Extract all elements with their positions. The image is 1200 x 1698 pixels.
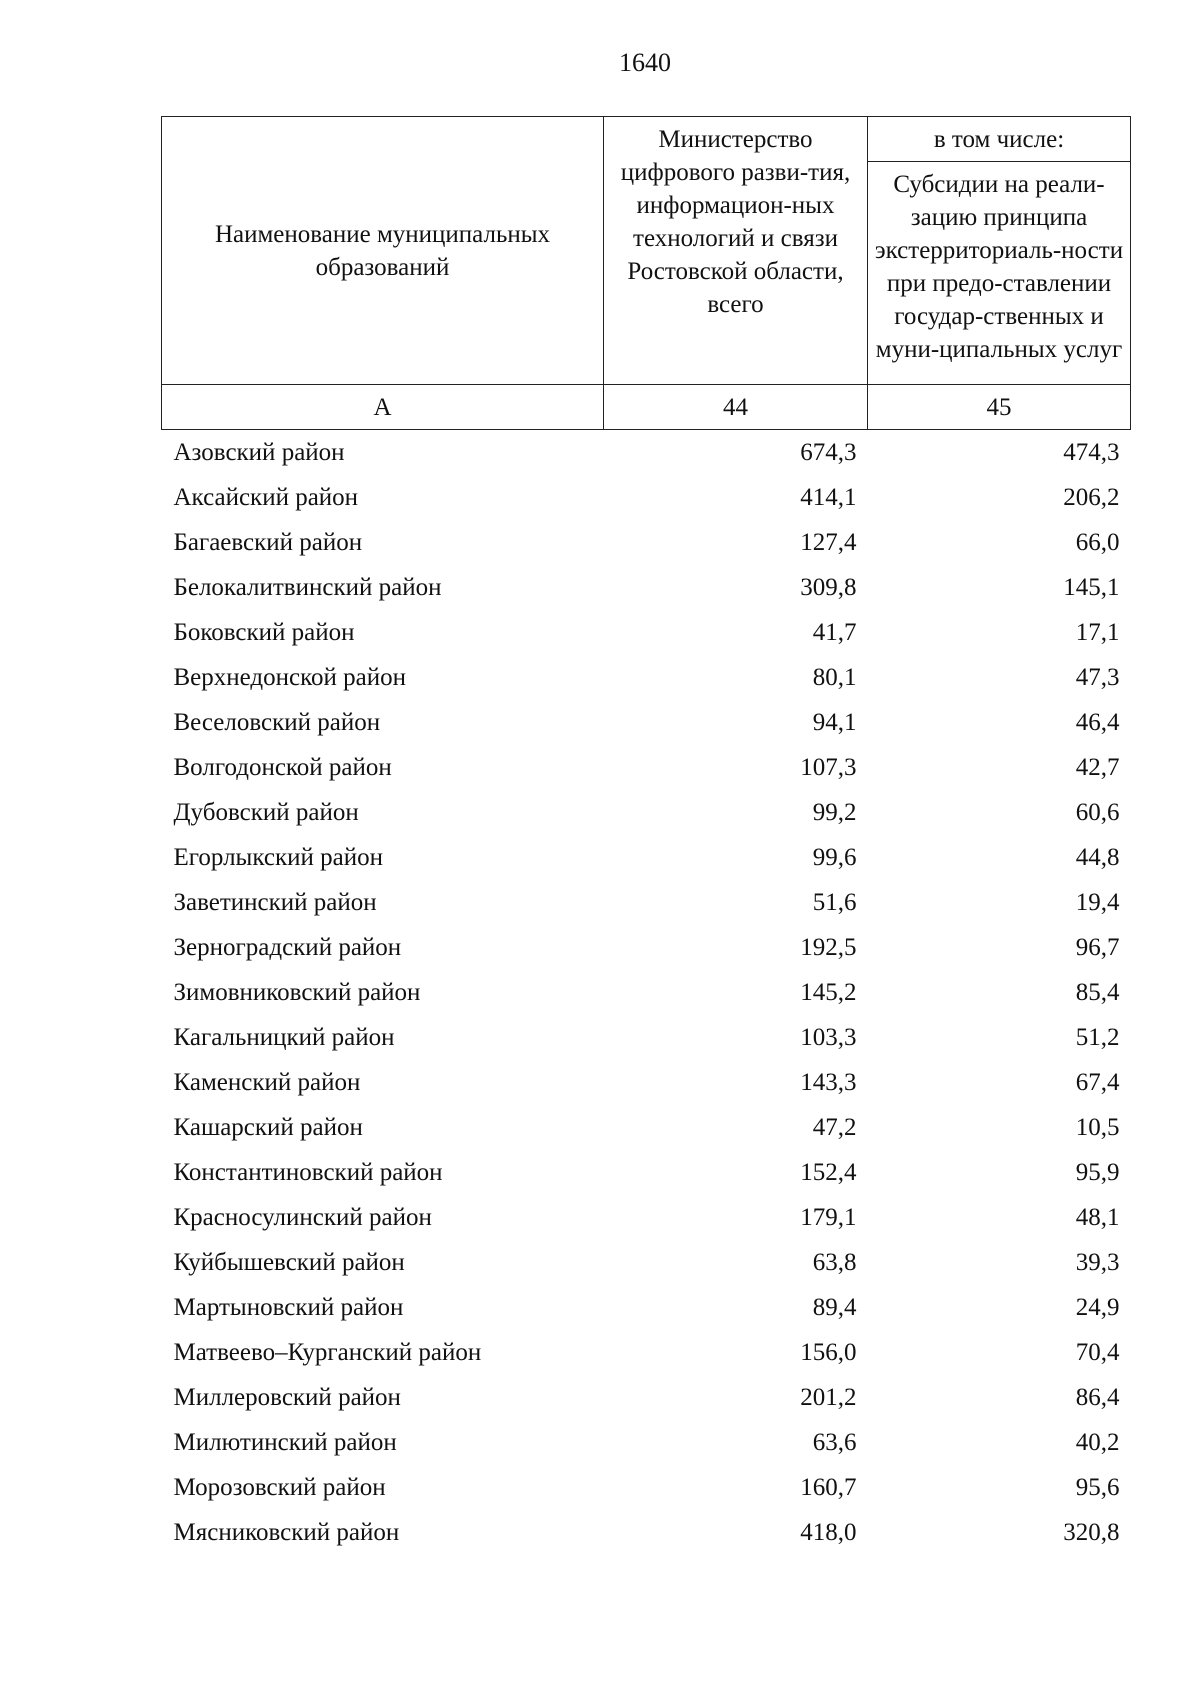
ministry-total-cell: 156,0	[800, 1339, 857, 1366]
ministry-total-cell: 145,2	[800, 979, 857, 1006]
table-row	[162, 1285, 1131, 1330]
column-index-44: 44	[604, 385, 868, 430]
subsidy-cell: 17,1	[1075, 619, 1120, 646]
municipality-name-cell: Аксайский район	[173, 484, 359, 511]
ministry-total-cell: 201,2	[800, 1384, 857, 1411]
ministry-total-cell: 94,1	[812, 709, 857, 736]
subsidy-cell: 320,8	[1063, 1519, 1120, 1546]
table-row	[162, 745, 1131, 790]
table-row	[162, 835, 1131, 880]
table-row	[162, 1240, 1131, 1285]
subsidy-cell: 47,3	[1075, 664, 1120, 691]
subsidy-cell: 60,6	[1075, 799, 1120, 826]
table-row	[162, 1330, 1131, 1375]
table-body	[162, 430, 1131, 1556]
ministry-total-cell: 99,2	[812, 799, 857, 826]
subsidy-cell: 40,2	[1075, 1429, 1120, 1456]
table-row	[162, 1510, 1131, 1555]
ministry-total-cell: 103,3	[800, 1024, 857, 1051]
municipality-name-cell: Константиновский район	[173, 1159, 443, 1186]
subsidy-cell: 96,7	[1075, 934, 1120, 961]
municipality-name-cell: Веселовский район	[173, 709, 381, 736]
subsidy-cell: 51,2	[1075, 1024, 1120, 1051]
table-row	[162, 1195, 1131, 1240]
ministry-total-cell: 47,2	[812, 1114, 857, 1141]
municipality-name-cell: Зимовниковский район	[173, 979, 421, 1006]
table-row	[162, 925, 1131, 970]
subsidy-cell: 19,4	[1075, 889, 1120, 916]
subsidy-cell: 46,4	[1075, 709, 1120, 736]
header-including-group: в том числе:	[868, 117, 1131, 162]
subsidy-cell: 42,7	[1075, 754, 1120, 781]
subsidy-cell: 39,3	[1075, 1249, 1120, 1276]
table-row	[162, 1015, 1131, 1060]
subsidy-cell: 10,5	[1075, 1114, 1120, 1141]
ministry-total-cell: 41,7	[812, 619, 857, 646]
subsidy-cell: 66,0	[1075, 529, 1120, 556]
header-subsidy-extraterritoriality: Субсидии на реали-зацию принципа экстерриториаль-ности при предо-ставлении государ-ственных и муни-ципальных услуг	[868, 162, 1131, 385]
subsidy-cell: 95,9	[1075, 1159, 1120, 1186]
municipality-name-cell: Мясниковский район	[173, 1519, 400, 1546]
ministry-total-cell: 674,3	[800, 439, 857, 466]
municipality-name-cell: Кагальницкий район	[173, 1024, 395, 1051]
municipality-name-cell: Миллеровский район	[173, 1384, 401, 1411]
municipality-name-cell: Боковский район	[173, 619, 355, 646]
subsidy-cell: 48,1	[1075, 1204, 1120, 1231]
table-row	[162, 970, 1131, 1015]
column-index-45: 45	[868, 385, 1131, 430]
table-row	[162, 1420, 1131, 1465]
ministry-total-cell: 160,7	[800, 1474, 857, 1501]
subsidy-cell: 206,2	[1063, 484, 1120, 511]
subsidy-cell: 474,3	[1063, 439, 1120, 466]
table-row	[162, 1465, 1131, 1510]
table-row	[162, 610, 1131, 655]
subsidy-cell: 70,4	[1075, 1339, 1120, 1366]
municipality-name-cell: Красносулинский район	[173, 1204, 432, 1231]
ministry-total-cell: 107,3	[800, 754, 857, 781]
municipality-name-cell: Волгодонской район	[173, 754, 392, 781]
table-row	[162, 520, 1131, 565]
municipality-name-cell: Багаевский район	[173, 529, 363, 556]
table-row	[162, 475, 1131, 520]
ministry-total-cell: 51,6	[812, 889, 857, 916]
subsidy-cell: 145,1	[1063, 574, 1120, 601]
municipality-name-cell: Белокалитвинский район	[173, 574, 442, 601]
ministry-total-cell: 99,6	[812, 844, 857, 871]
ministry-total-cell: 414,1	[800, 484, 857, 511]
municipality-name-cell: Матвеево–Курганский район	[173, 1339, 482, 1366]
subsidy-cell: 85,4	[1075, 979, 1120, 1006]
municipality-name-cell: Кашарский район	[173, 1114, 363, 1141]
ministry-total-cell: 127,4	[800, 529, 857, 556]
column-index-a: А	[162, 385, 604, 430]
ministry-total-cell: 89,4	[812, 1294, 857, 1321]
table-row	[162, 1105, 1131, 1150]
municipality-name-cell: Заветинский район	[173, 889, 377, 916]
table-row	[162, 790, 1131, 835]
table-header	[162, 117, 1131, 430]
subsidy-table	[161, 116, 1131, 1555]
municipality-name-cell: Дубовский район	[173, 799, 359, 826]
municipality-name-cell: Каменский район	[173, 1069, 361, 1096]
municipality-name-cell: Азовский район	[173, 439, 345, 466]
table-row	[162, 565, 1131, 610]
municipality-name-cell: Морозовский район	[173, 1474, 386, 1501]
table-row	[162, 1375, 1131, 1420]
table-row	[162, 880, 1131, 925]
table-row	[162, 655, 1131, 700]
table-row	[162, 700, 1131, 745]
header-ministry-total: Министерство цифрового разви-тия, информацион-ных технологий и связи Ростовской области, всего	[604, 117, 868, 385]
ministry-total-cell: 63,6	[812, 1429, 857, 1456]
subsidy-cell: 24,9	[1075, 1294, 1120, 1321]
header-municipality-name: Наименование муниципальных образований	[162, 117, 604, 385]
ministry-total-cell: 152,4	[800, 1159, 857, 1186]
table-row	[162, 430, 1131, 476]
municipality-name-cell: Егорлыкский район	[173, 844, 383, 871]
ministry-total-cell: 143,3	[800, 1069, 857, 1096]
municipality-name-cell: Зерноградский район	[173, 934, 402, 961]
municipality-name-cell: Верхнедонской район	[173, 664, 406, 691]
subsidy-cell: 44,8	[1075, 844, 1120, 871]
subsidy-cell: 86,4	[1075, 1384, 1120, 1411]
ministry-total-cell: 192,5	[800, 934, 857, 961]
ministry-total-cell: 418,0	[800, 1519, 857, 1546]
municipality-name-cell: Куйбышевский район	[173, 1249, 405, 1276]
page-number: 1640	[619, 48, 671, 77]
ministry-total-cell: 309,8	[800, 574, 857, 601]
ministry-total-cell: 179,1	[800, 1204, 857, 1231]
ministry-total-cell: 63,8	[812, 1249, 857, 1276]
table-row	[162, 1060, 1131, 1105]
municipality-name-cell: Мартыновский район	[173, 1294, 404, 1321]
subsidy-cell: 95,6	[1075, 1474, 1120, 1501]
subsidy-cell: 67,4	[1075, 1069, 1120, 1096]
ministry-total-cell: 80,1	[812, 664, 857, 691]
table-row	[162, 1150, 1131, 1195]
municipality-name-cell: Милютинский район	[173, 1429, 397, 1456]
